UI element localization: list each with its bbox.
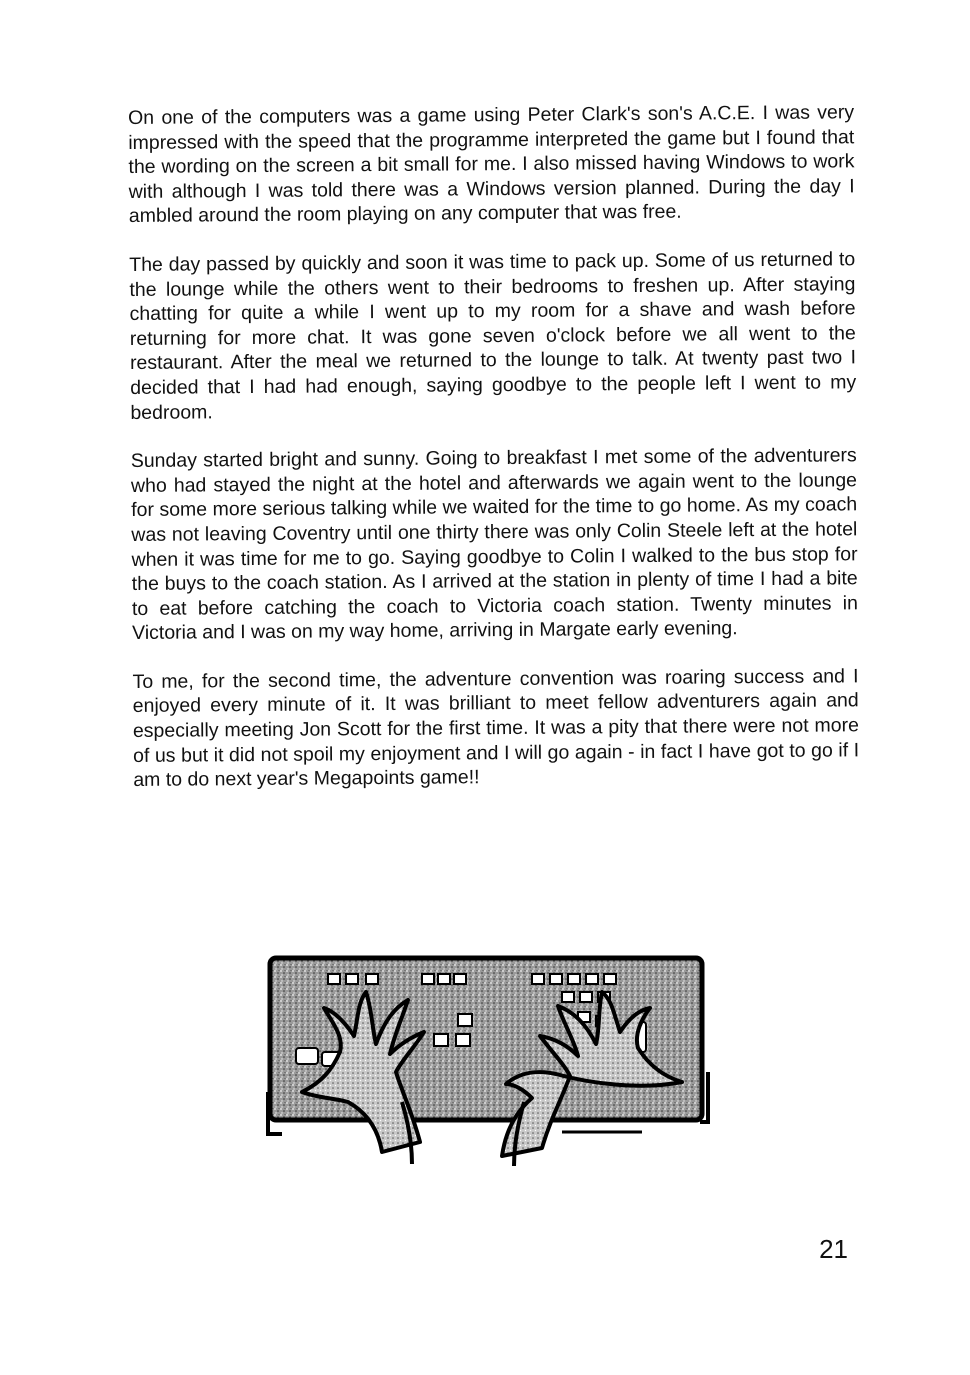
page-number: 21 — [819, 1234, 848, 1264]
paragraph: Sunday started bright and sunny. Going to breakfast I met some of the adventurers who had stayed the night at the hotel and afterwards we again went to the lounge for some more serious talking while we waited for the time to go home. As my coach was not leaving Coventry until one thirty there was only Colin Steele left at the hotel when it was time for me to go. Saying goodbye to Colin I walked to the bus stop for the buys to the coach station. As I arrived at the station in plenty of time I had a bite to eat before catching the coach to Victoria coach station. Twenty minutes in Victoria and I was on my way home, arriving in Margate early evening. — [130, 444, 859, 645]
hands-on-keyboard-illustration — [262, 952, 722, 1174]
keyboard-drawing — [262, 952, 722, 1174]
paragraph: On one of the computers was a game using Peter Clark's son's A.C.E. I was very impressed with the speed that the programme interpreted the game but I found that the wording on the screen a bit small for me. I also missed having Windows to work with although I was told there was a Windows version planned. During the day I ambled around the room playing on any computer that was free. — [128, 101, 855, 228]
paragraph: The day passed by quickly and soon it was time to pack up. Some of us returned to the lounge while the others went to their bedrooms to freshen up. After staying chatting for quite a while I went up to my room for a shave and wash before returning for more chat. It was gone seven o'clock before we all went to the restaurant. After the meal we returned to the lounge to talk. At twenty past two I decided that I had had enough, saying goodbye to the people left I went to my bedroom. — [129, 248, 857, 424]
paragraph: To me, for the second time, the adventure convention was roaring success and I enjoyed every minute of it. It was brilliant to meet fellow adventurers again and especially meeting Jon Scott for the first time. It was a pity that there were not more of us but it did not spoil my enjoyment and I will go again - in fact I have got to go if I am to do next year's Megapoints game!! — [132, 665, 860, 792]
article-body — [128, 100, 860, 817]
